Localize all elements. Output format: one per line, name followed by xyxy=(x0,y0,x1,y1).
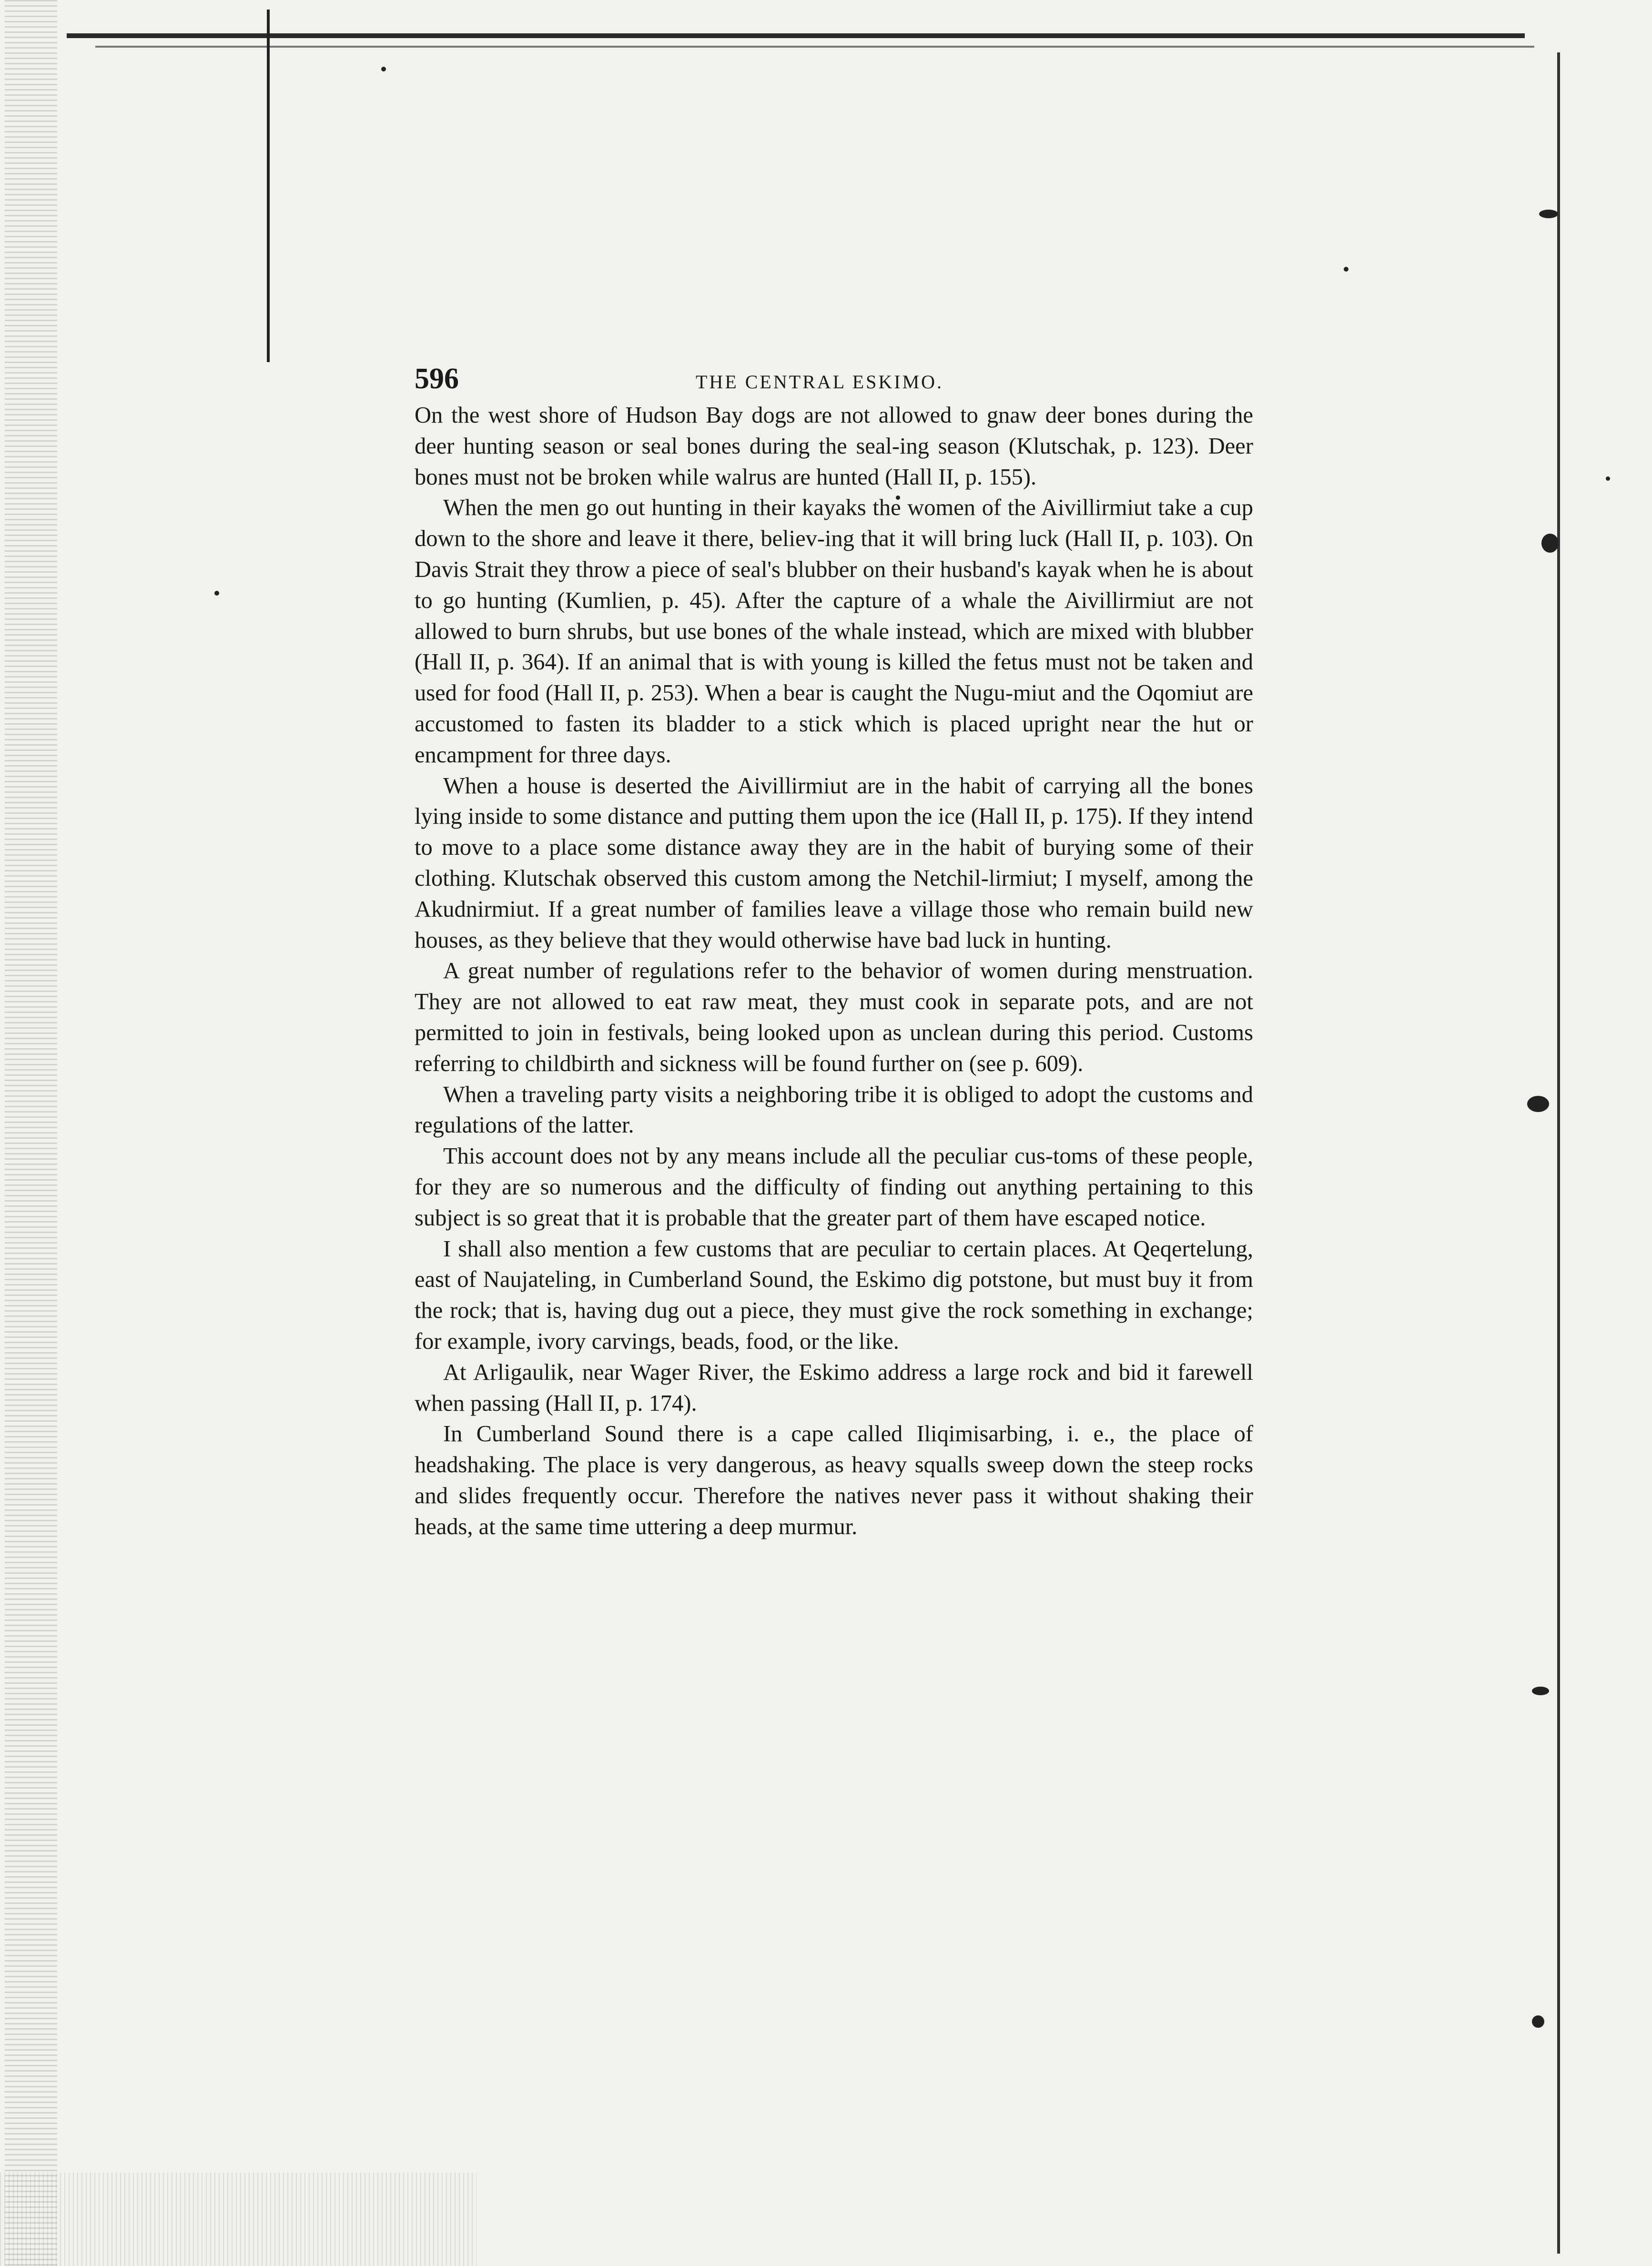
scan-speck xyxy=(1344,267,1348,272)
paragraph: On the west shore of Hudson Bay dogs are not allowed to gnaw deer bones during the deer hunting season or seal bones during the seal-ing season (Klutschak, p. 123). Deer bones must not be broken while walrus are hunted (Hall II, p. 155). xyxy=(415,403,1253,490)
paragraph: When a traveling party visits a neighboring tribe it is obliged to adopt the customs and regulations of the latter. xyxy=(415,1082,1253,1138)
body-text xyxy=(415,400,1253,1542)
page-header xyxy=(415,362,1253,400)
paragraph: I shall also mention a few customs that are peculiar to certain places. At Qeqertelung, east of Naujateling, in Cumberland Sound, the Eskimo dig potstone, but must buy it from the rock; that is, having dug out a piece, they must give the rock something in exchange; for example, ivory carvings, beads, food, or the like. xyxy=(415,1236,1253,1354)
scan-speck xyxy=(1539,210,1558,218)
scan-speck xyxy=(1606,476,1610,481)
running-title: THE CENTRAL ESKIMO. xyxy=(696,371,944,393)
document-page xyxy=(415,362,1253,1542)
right-vertical-rule xyxy=(1557,52,1560,2254)
scan-bottom-noise xyxy=(0,2173,476,2266)
scan-speck xyxy=(1527,1096,1549,1112)
scan-margin-noise xyxy=(5,0,57,2266)
scan-speck xyxy=(1532,2015,1544,2028)
paragraph: When the men go out hunting in their kayaks the women of the Aivillirmiut take a cup down to the shore and leave it there, believ-ing that it will bring luck (Hall II, p. 103). On Davis Strait they throw a piece of seal's blubber on their husband's kayak when he is about to go hunting (Kumlien, p. 45). After the capture of a whale the Aivillirmiut are not allowed to burn shrubs, but use bones of the whale instead, which are mixed with blubber (Hall II, p. 364). If an animal that is with young is killed the fetus must not be taken and used for food (Hall II, p. 253). When a bear is caught the Nugu-miut and the Oqomiut are accustomed to fasten its bladder to a stick which is placed upright near the hut or encampment for three days. xyxy=(415,495,1253,768)
scan-speck xyxy=(381,67,386,71)
paragraph: At Arligaulik, near Wager River, the Eskimo address a large rock and bid it farewell when passing (Hall II, p. 174). xyxy=(415,1359,1253,1416)
paragraph: In Cumberland Sound there is a cape called Iliqimisarbing, i. e., the place of headshaking. The place is very dangerous, as heavy squalls sweep down the steep rocks and slides frequently occur. Therefore the natives never pass it without shaking their heads, at the same time uttering a deep murmur. xyxy=(415,1421,1253,1539)
scan-speck xyxy=(1532,1687,1549,1695)
left-vertical-rule xyxy=(267,10,270,362)
top-border-rule-thin xyxy=(95,46,1534,48)
paragraph: A great number of regulations refer to the behavior of women during menstruation. They are not allowed to eat raw meat, they must cook in separate pots, and are not permitted to join in festivals, being looked upon as unclean during this period. Customs referring to childbirth and sickness will be found further on (see p. 609). xyxy=(415,958,1253,1076)
scan-speck xyxy=(214,591,219,596)
top-border-rule xyxy=(67,33,1525,38)
scan-speck xyxy=(1541,534,1559,553)
page-number: 596 xyxy=(415,363,459,395)
paragraph: When a house is deserted the Aivillirmiut are in the habit of carrying all the bones lying inside to some distance and putting them upon the ice (Hall II, p. 175). If they intend to move to a place some distance away they are in the habit of burying some of their clothing. Klutschak observed this custom among the Netchil-lirmiut; I myself, among the Akudnirmiut. If a great number of families leave a village those who remain build new houses, as they believe that they would otherwise have bad luck in hunting. xyxy=(415,773,1253,953)
paragraph: This account does not by any means include all the peculiar cus-toms of these people, for they are so numerous and the difficulty of finding out anything pertaining to this subject is so great that it is probable that the greater part of them have escaped notice. xyxy=(415,1143,1253,1231)
